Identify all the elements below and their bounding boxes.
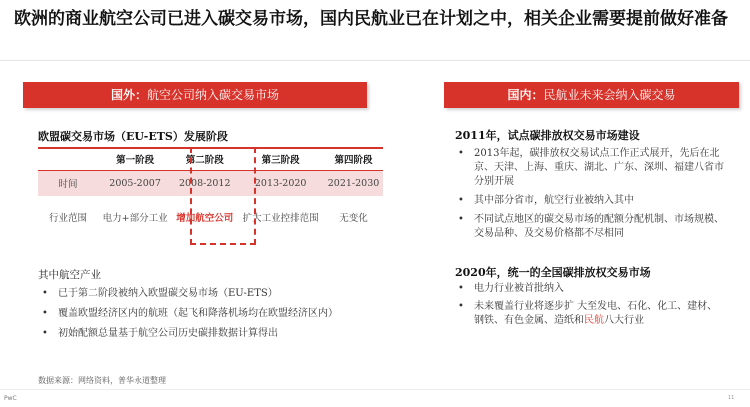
national-market-heading: 2020年，统一的全国碳排放权交易市场	[455, 266, 651, 279]
bullet-text: 其中部分省市，航空行业被纳入其中	[474, 195, 634, 206]
table-row-time	[38, 170, 383, 196]
scope-stage-2-highlight: 增加航空公司	[176, 213, 234, 224]
title-divider	[0, 60, 750, 61]
list-item	[456, 300, 724, 328]
list-item	[456, 147, 724, 189]
time-label: 时间	[38, 170, 98, 196]
time-stage-3: 2013-2020	[237, 170, 324, 196]
footer-divider	[0, 389, 750, 390]
aviation-heading: 其中航空产业	[38, 269, 101, 281]
banner-domestic-prefix: 国内：	[507, 88, 544, 102]
bullet-dot-icon: •	[458, 195, 464, 206]
bullet-text: 覆盖欧盟经济区内的航班（起飞和降落机场均在欧盟经济区内）	[58, 308, 338, 319]
bullet-dot-icon: •	[458, 283, 464, 294]
list-item	[456, 282, 724, 296]
list-item	[456, 194, 724, 208]
bullet-dot-icon: •	[42, 308, 48, 319]
table-header-stage-1: 第一阶段	[98, 148, 172, 170]
aviation-bullet-list	[40, 287, 390, 347]
bullet-dot-icon: •	[458, 301, 464, 312]
bullet-text: 不同试点地区的碳交易市场的配额分配机制、市场规模、交易品种、及交易价格都不尽相同	[474, 214, 724, 239]
table-header-stage-4: 第四阶段	[324, 148, 383, 170]
bullet-dot-icon: •	[458, 148, 464, 159]
page-number: 11	[728, 395, 735, 401]
bullet-dot-icon: •	[42, 328, 48, 339]
banner-domestic	[444, 82, 739, 108]
scope-label: 行业范围	[48, 213, 87, 224]
eu-ets-stage-table	[38, 147, 383, 241]
bullet-text-before: 未来覆盖行业将逐步扩 大至发电、石化、化工、建材、钢铁、有色金属、造纸和	[474, 301, 718, 326]
time-stage-4: 2021-2030	[324, 170, 383, 196]
bullet-text-after: 八大行业	[604, 315, 644, 326]
banner-international-prefix: 国外：	[110, 88, 147, 102]
time-stage-2: 2008-2012	[172, 170, 237, 196]
table-header-blank	[38, 148, 98, 170]
bullet-text: 初始配额总量基于航空公司历史碳排数据计算得出	[58, 328, 278, 339]
table-header-stage-3: 第三阶段	[237, 148, 324, 170]
eu-ets-subheading: 欧盟碳交易市场（EU-ETS）发展阶段	[38, 130, 228, 143]
table-header-stage-2: 第二阶段	[172, 148, 237, 170]
scope-stage-3: 扩大工业控排范围	[242, 213, 319, 224]
bullet-text: 已于第二阶段被纳入欧盟碳交易市场（EU-ETS）	[58, 288, 278, 299]
banner-domestic-text: 民航业未来会纳入碳交易	[543, 88, 676, 102]
list-item	[40, 327, 390, 340]
list-item	[40, 287, 390, 300]
banner-international-text: 航空公司纳入碳交易市场	[147, 88, 280, 102]
page-title: 欧洲的商业航空公司已进入碳交易市场，国内民航业已在计划之中，相关企业需要提前做好准备	[14, 9, 728, 29]
civil-aviation-highlight: 民航	[584, 315, 604, 326]
list-item	[40, 307, 390, 320]
banner-international	[23, 82, 367, 108]
table-row-scope	[38, 196, 383, 241]
bullet-dot-icon: •	[42, 288, 48, 299]
bullet-dot-icon: •	[458, 214, 464, 225]
pilot-market-bullet-list	[456, 147, 724, 246]
table-header-row	[38, 148, 383, 170]
bullet-text: 电力行业被首批纳入	[474, 283, 564, 294]
brand-logo-text: PwC	[4, 395, 17, 402]
scope-stage-1: 电力+部分工业	[102, 213, 168, 224]
list-item	[456, 213, 724, 241]
national-market-bullet-list	[456, 282, 724, 332]
time-stage-1: 2005-2007	[98, 170, 172, 196]
scope-stage-4: 无变化	[339, 213, 368, 224]
pilot-market-heading: 2011年，试点碳排放权交易市场建设	[455, 129, 640, 142]
data-source-note: 数据来源：网络资料，普华永道整理	[38, 376, 166, 385]
bullet-text: 2013年起，碳排放权交易试点工作正式展开，先后在北京、天津、上海、重庆、湖北、广东、深圳、福建八省市分别开展	[474, 148, 724, 187]
